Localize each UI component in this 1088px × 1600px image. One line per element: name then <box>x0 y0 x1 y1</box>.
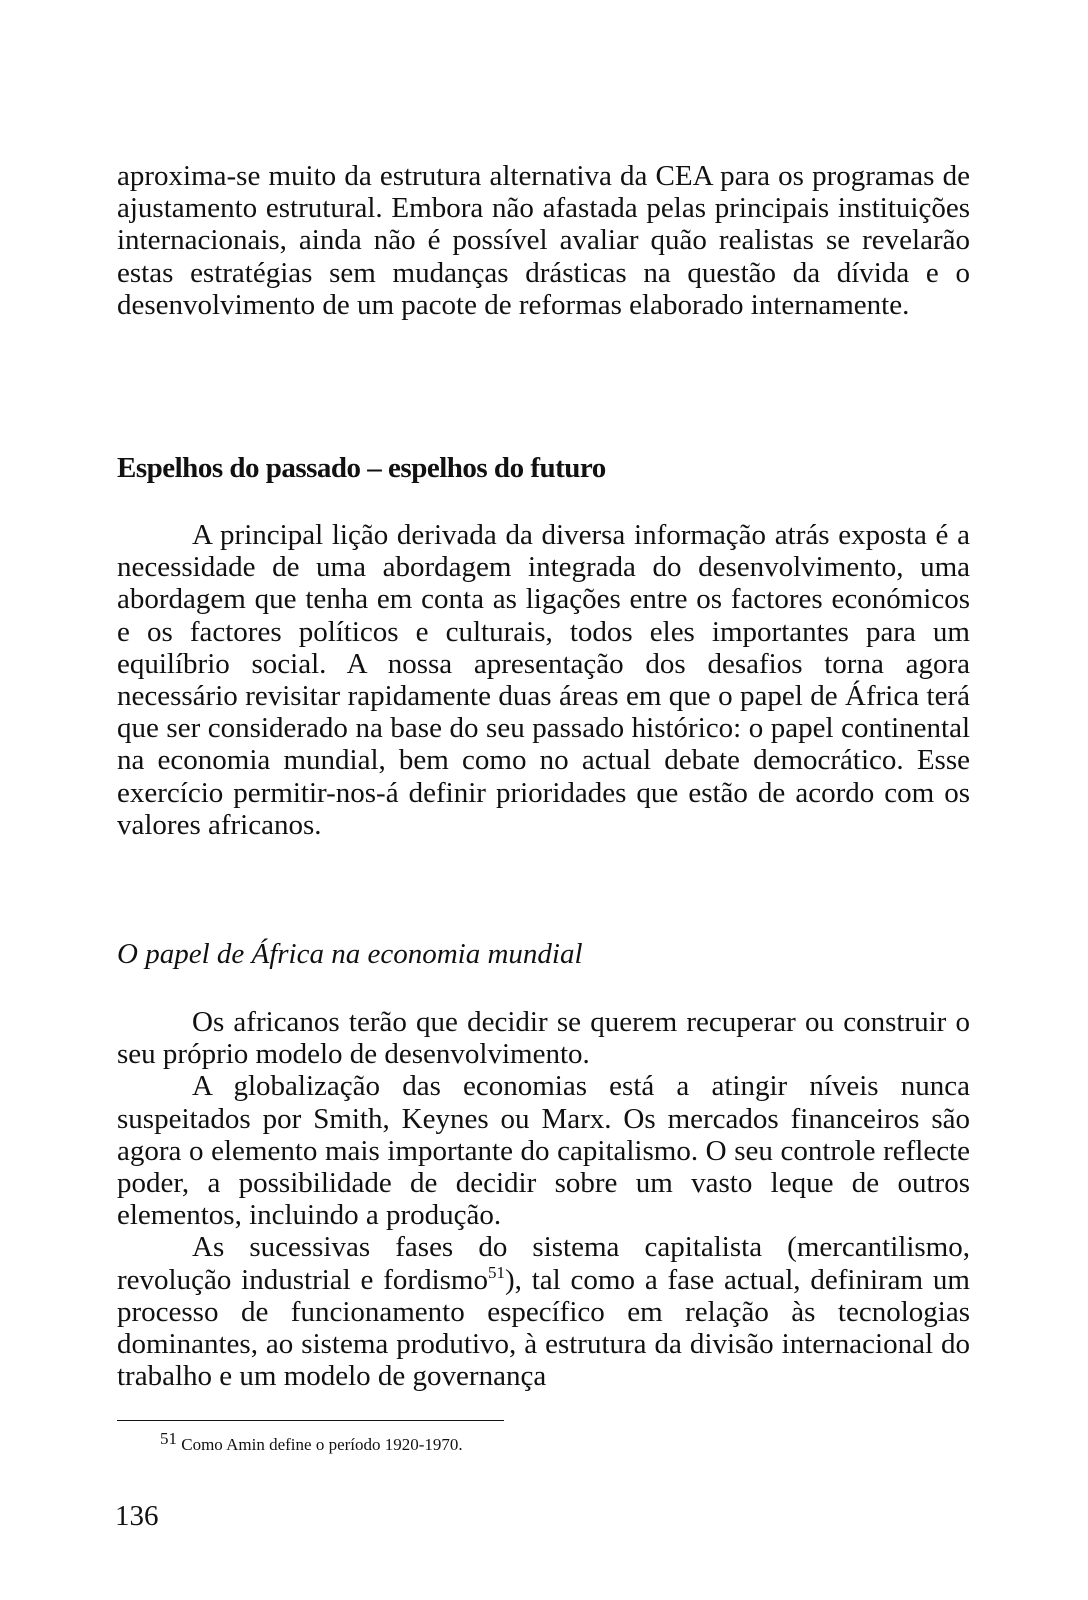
body-text-block-3 <box>117 1006 970 1392</box>
footnote-text: Como Amin define o período 1920-1970. <box>181 1435 463 1454</box>
footnote-reference: 51 <box>487 1262 505 1282</box>
body-text-block-1 <box>117 160 970 321</box>
body-text-block-2 <box>117 519 970 841</box>
paragraph-capitalist-phases <box>117 1231 970 1392</box>
footnote-number: 51 <box>160 1429 177 1448</box>
section-heading: Espelhos do passado – espelhos do futuro <box>117 452 606 484</box>
page-number: 136 <box>115 1500 159 1532</box>
footnote-divider <box>117 1420 504 1421</box>
paragraph-capitalist-phases-end: ), tal como a fase actual, definiram um processo de funcionamento específico em relação às tecnologias dominantes, ao sistema produtivo, à estrutura da divisão internacional do trabalho e um modelo de governança <box>117 1263 970 1393</box>
paragraph-globalization: A globalização das economias está a atingir níveis nunca suspeitados por Smith, Keynes ou Marx. Os mercados financeiros são agora o elemento mais importante do capitalismo. O seu controle reflecte poder, a possibilidade de decidir sobre um vasto leque de outros elementos, incluindo a produção. <box>117 1070 970 1232</box>
footnote <box>160 1429 463 1456</box>
paragraph-main-lesson: A principal lição derivada da diversa informação atrás exposta é a necessidade de uma abordagem integrada do desenvolvimento, uma abordagem que tenha em conta as ligações entre os factores económicos e os factores políticos e culturais, todos eles importantes para um equilíbrio social. A nossa apresentação dos desafios torna agora necessário revisitar rapidamente duas áreas em que o papel de África terá que ser considerado na base do seu passado histórico: o papel continental na economia mundial, bem como no actual debate democrático. Esse exercício permitir-nos-á definir prioridades que estão de acordo com os valores africanos. <box>117 519 970 841</box>
paragraph-africans-decide: Os africanos terão que decidir se querem recuperar ou construir o seu próprio modelo de desenvolvimento. <box>117 1006 970 1071</box>
paragraph-capitalist-phases-start: As sucessivas fases do sistema capitalista (mercantilismo, revolução industrial e fordismo <box>117 1231 970 1296</box>
paragraph-continuation: aproxima-se muito da estrutura alternativa da CEA para os programas de ajustamento estrutural. Embora não afastada pelas principais instituições internacionais, ainda não é possível avaliar quão realistas se revelarão estas estratégias sem mudanças drásticas na questão da dívida e o desenvolvimento de um pacote de reformas elaborado internamente. <box>117 160 970 321</box>
subsection-heading: O papel de África na economia mundial <box>117 938 583 970</box>
